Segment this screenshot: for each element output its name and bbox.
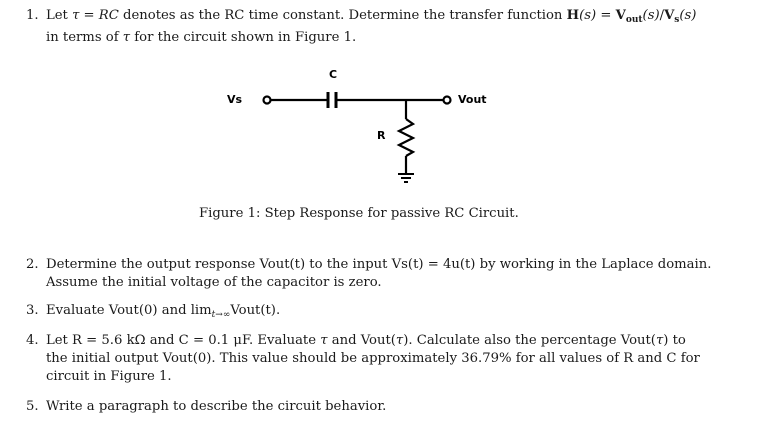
text: and Vout( xyxy=(327,333,396,348)
text: Evaluate Vout(0) and lim xyxy=(46,303,212,318)
question-number: 3. xyxy=(26,303,39,318)
text: Let xyxy=(46,8,73,23)
out-subscript: out xyxy=(625,15,643,25)
text: (s) xyxy=(642,8,660,23)
text: for the circuit shown in Figure 1. xyxy=(130,30,357,45)
figure-caption: Figure 1: Step Response for passive RC Circuit. xyxy=(199,206,519,221)
text: = xyxy=(79,8,99,23)
h-symbol: H xyxy=(566,8,580,23)
question-text xyxy=(46,7,696,47)
text-line: the initial output Vout(0). This value should be approximately 36.79% for all values of R and C for xyxy=(46,351,700,366)
v-symbol: V xyxy=(615,8,626,23)
tau-symbol: τ xyxy=(320,333,328,348)
rc-symbol: RC xyxy=(98,8,119,23)
text-line: Assume the initial voltage of the capacitor is zero. xyxy=(46,275,382,290)
circuit-figure xyxy=(210,62,510,202)
tau-symbol: τ xyxy=(122,30,131,45)
text: ). Calculate also the percentage Vout( xyxy=(403,333,656,348)
text: denotes as the RC time constant. Determine the transfer function xyxy=(118,8,567,23)
question-number: 1. xyxy=(26,8,39,23)
limit-subscript: t→∞ xyxy=(211,310,231,320)
text: = xyxy=(596,8,616,23)
vs-label: Vs xyxy=(227,93,243,106)
tau-symbol: τ xyxy=(72,8,80,23)
resistor-label: R xyxy=(377,129,386,142)
question-number: 5. xyxy=(26,399,39,414)
text: (s) xyxy=(579,8,597,23)
capacitor-label: C xyxy=(329,68,338,81)
text: ) to xyxy=(663,333,686,348)
text: / xyxy=(659,8,665,23)
question-number: 2. xyxy=(26,257,39,272)
rc-circuit-diagram xyxy=(210,62,510,202)
tau-symbol: τ xyxy=(655,333,664,348)
resistor-icon xyxy=(399,119,413,156)
text: in terms of xyxy=(46,30,123,45)
v-symbol: V xyxy=(664,8,675,23)
vs-terminal-icon xyxy=(264,97,271,104)
question-text xyxy=(46,256,711,292)
text: Write a paragraph to describe the circuit behavior. xyxy=(46,399,387,414)
text-line: circuit in Figure 1. xyxy=(46,369,172,384)
text: (s) xyxy=(679,8,697,23)
question-number: 4. xyxy=(26,333,39,348)
question-text xyxy=(46,398,386,416)
question-text xyxy=(46,302,280,324)
vout-label: Vout xyxy=(458,93,487,106)
s-subscript: s xyxy=(674,15,680,25)
vout-terminal-icon xyxy=(444,97,451,104)
text: Vout(t). xyxy=(230,303,281,318)
text-line: Determine the output response Vout(t) to the input Vs(t) = 4u(t) by working in the Laplace domain. xyxy=(46,257,712,272)
text: Let R = 5.6 kΩ and C = 0.1 μF. Evaluate xyxy=(46,333,321,348)
question-text xyxy=(46,332,700,386)
tau-symbol: τ xyxy=(395,333,404,348)
